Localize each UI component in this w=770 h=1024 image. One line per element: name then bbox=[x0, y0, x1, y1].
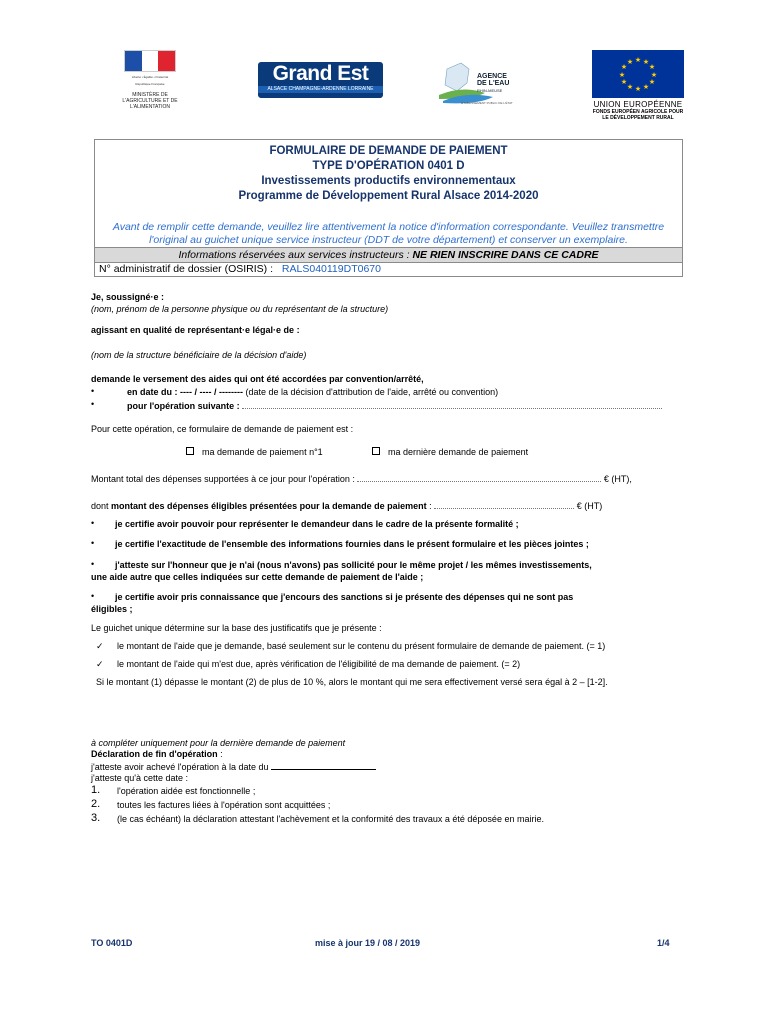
pour-cette-text: Pour cette opération, ce formulaire de demande de paiement est : bbox=[91, 424, 354, 434]
operation-subtitle: Investissements productifs environnementaux bbox=[261, 175, 516, 187]
check-icon: ✓ bbox=[96, 641, 104, 651]
agence-text-2: DE L'EAU bbox=[477, 80, 510, 87]
fin-item-3: (le cas échéant) la déclaration attestant l'achèvement et la conformité des travaux a été déposée en mairie. bbox=[117, 814, 544, 824]
dossier-value: RALS040119DT0670 bbox=[281, 263, 381, 275]
eu-flag-icon bbox=[592, 50, 684, 98]
ministere-motto-2: République Française bbox=[135, 82, 165, 86]
option-2-label: ma dernière demande de paiement bbox=[388, 447, 529, 457]
montant-eligibles-field[interactable] bbox=[434, 500, 574, 509]
en-date-label: en date du : ---- / ---- / -------- bbox=[127, 387, 243, 397]
option-1[interactable] bbox=[186, 447, 323, 458]
montant-total-unit: € (HT), bbox=[603, 474, 632, 484]
certif-4-line-2: éligibles ; bbox=[91, 604, 133, 614]
union-europeenne-logo bbox=[590, 50, 686, 120]
grand-est-logo bbox=[258, 62, 383, 98]
check-icon: ✓ bbox=[96, 659, 104, 669]
pour-operation-label: pour l'opération suivante : bbox=[127, 401, 240, 411]
montant-total-row bbox=[91, 473, 632, 485]
svg-text:★: ★ bbox=[634, 56, 642, 64]
pour-operation-row bbox=[127, 400, 662, 412]
reserved-bold: NE RIEN INSCRIRE DANS CE CADRE bbox=[412, 249, 599, 261]
montant-eligibles-label: montant des dépenses éligibles présentées pour la demande de paiement bbox=[111, 501, 427, 511]
grand-est-sub: ALSACE CHAMPAGNE-ARDENNE LORRAINE bbox=[258, 86, 383, 93]
header-frame bbox=[94, 139, 683, 277]
svg-text:★: ★ bbox=[642, 58, 650, 66]
intro-line-2: l'original au guichet unique service instructeur (DDT de votre département) et conserver un exemplaire. bbox=[149, 234, 628, 246]
checkbox-icon[interactable] bbox=[186, 447, 194, 455]
dont-label: dont bbox=[91, 501, 109, 511]
agence-sub: ÉTABLISSEMENT PUBLIC DE L'ÉTAT bbox=[461, 101, 513, 105]
montant-eligibles-row: dont montant des dépenses éligibles présentées pour la demande de paiement : € (HT) bbox=[91, 501, 603, 511]
grand-est-name: Grand Est bbox=[272, 62, 369, 85]
svg-text:★: ★ bbox=[618, 71, 626, 79]
form-title: FORMULAIRE DE DEMANDE DE PAIEMENT bbox=[269, 145, 508, 157]
option-1-label: ma demande de paiement n°1 bbox=[202, 447, 323, 457]
fin-note: à compléter uniquement pour la dernière demande de paiement bbox=[91, 738, 346, 748]
montant-eligibles-unit: € (HT) bbox=[576, 501, 603, 511]
agence-eau-logo bbox=[433, 55, 533, 113]
bullet-icon: • bbox=[91, 399, 95, 409]
dossier-row bbox=[99, 263, 381, 276]
svg-text:★: ★ bbox=[626, 58, 634, 66]
footer-update: mise à jour 19 / 08 / 2019 bbox=[315, 938, 421, 948]
bullet-icon: • bbox=[91, 538, 95, 548]
option-2[interactable] bbox=[372, 447, 528, 458]
operation-field[interactable] bbox=[242, 400, 662, 409]
svg-text:★: ★ bbox=[620, 78, 628, 86]
svg-text:★: ★ bbox=[648, 63, 656, 71]
agence-text-1: AGENCE bbox=[477, 73, 507, 80]
intro-line-1: Avant de remplir cette demande, veuillez lire attentivement la notice d'information correspondante. Veuillez transmettre bbox=[112, 221, 665, 233]
montant-total-label: Montant total des dépenses supportées à ce jour pour l'opération : bbox=[91, 474, 355, 484]
svg-text:★: ★ bbox=[634, 85, 642, 93]
intro-text bbox=[95, 221, 682, 247]
en-date-hint: (date de la décision d'attribution de l'aide, arrêté ou convention) bbox=[245, 387, 499, 397]
certif-3-line-1: j'atteste sur l'honneur que je n'ai (nous n'avons) pas sollicité pour le même projet / les mêmes investissements, bbox=[115, 560, 592, 570]
bullet-icon: • bbox=[91, 559, 95, 569]
atteste-date: j'atteste qu'à cette date : bbox=[91, 773, 189, 783]
eu-sub: FONDS EUROPÉEN AGRICOLE POUR LE DÉVELOPPEMENT RURAL bbox=[592, 109, 684, 121]
footer-page: 1/4 bbox=[657, 938, 670, 948]
fin-item-num-3: 3. bbox=[91, 812, 101, 824]
bullet-icon: • bbox=[91, 386, 95, 396]
checkbox-icon[interactable] bbox=[372, 447, 380, 455]
eu-title: UNION EUROPÉENNE bbox=[593, 100, 683, 109]
certif-2: je certifie l'exactitude de l'ensemble des informations fournies dans le présent formulaire et les pièces jointes ; bbox=[115, 539, 589, 549]
fin-title-row bbox=[91, 749, 223, 760]
atteste-acheve-row bbox=[91, 761, 376, 773]
footer-ref: TO 0401D bbox=[91, 938, 133, 948]
date-fin-field[interactable] bbox=[271, 761, 376, 770]
svg-text:★: ★ bbox=[626, 83, 634, 91]
ministere-motto: Liberté • Égalité • Fraternité bbox=[131, 75, 169, 79]
fin-title: Déclaration de fin d'opération bbox=[91, 749, 218, 759]
agissant-label: agissant en qualité de représentant·e légal·e de : bbox=[91, 325, 300, 335]
demande-text: demande le versement des aides qui ont été accordées par convention/arrêté, bbox=[91, 374, 424, 384]
montant-total-field[interactable] bbox=[357, 473, 601, 482]
fin-title-colon: : bbox=[217, 749, 223, 759]
bullet-icon: • bbox=[91, 518, 95, 528]
svg-text:★: ★ bbox=[642, 83, 650, 91]
check-1: le montant de l'aide que je demande, basé seulement sur le contenu du présent formulaire de demande de paiement. (= 1) bbox=[117, 641, 606, 651]
bullet-icon: • bbox=[91, 591, 95, 601]
fin-item-1: l'opération aidée est fonctionnelle ; bbox=[117, 786, 256, 796]
structure-hint: (nom de la structure bénéficiaire de la décision d'aide) bbox=[91, 350, 307, 360]
reserved-prefix: Informations réservées aux services instructeurs : bbox=[178, 249, 410, 261]
certif-1: je certifie avoir pouvoir pour représenter le demandeur dans le cadre de la présente formalité ; bbox=[115, 519, 519, 529]
fin-item-num-1: 1. bbox=[91, 784, 101, 796]
en-date-row bbox=[127, 387, 498, 398]
check-2: le montant de l'aide qui m'est due, après vérification de l'éligibilité de ma demande de paiement. (= 2) bbox=[117, 659, 521, 669]
svg-text:★: ★ bbox=[648, 78, 656, 86]
certif-3-line-2: une aide autre que celles indiquées sur cette demande de paiement de l'aide ; bbox=[91, 572, 424, 582]
guichet-text: Le guichet unique détermine sur la base des justificatifs que je présente : bbox=[91, 623, 382, 633]
fin-item-num-2: 2. bbox=[91, 798, 101, 810]
ministere-name: MINISTÈRE DE L'AGRICULTURE ET DE L'ALIMENTATION bbox=[122, 92, 178, 110]
svg-text:★: ★ bbox=[620, 63, 628, 71]
svg-text:★: ★ bbox=[650, 71, 658, 79]
programme-title: Programme de Développement Rural Alsace 2014-2020 bbox=[238, 190, 539, 202]
certif-4-line-1: je certifie avoir pris connaissance que j'encours des sanctions si je présente des dépenses qui ne sont pas bbox=[115, 592, 574, 602]
operation-type: TYPE D'OPÉRATION 0401 D bbox=[312, 160, 465, 172]
reserved-banner bbox=[95, 247, 682, 263]
si-montant-text: Si le montant (1) dépasse le montant (2) de plus de 10 %, alors le montant qui me sera effectivement versé sera égal à 2 – [1-2]. bbox=[96, 677, 608, 687]
french-flag-icon bbox=[124, 50, 176, 72]
fin-item-2: toutes les factures liées à l'opération sont acquittées ; bbox=[117, 800, 331, 810]
agence-text-3: RHIN-MEUSE bbox=[477, 88, 503, 93]
soussigne-label: Je, soussigné·e : bbox=[91, 292, 165, 302]
dossier-label: N° administratif de dossier (OSIRIS) : bbox=[99, 263, 273, 275]
soussigne-hint: (nom, prénom de la personne physique ou du représentant de la structure) bbox=[91, 304, 389, 314]
atteste-acheve-label: j'atteste avoir achevé l'opération à la date du bbox=[91, 762, 269, 772]
ministere-logo bbox=[120, 47, 180, 119]
